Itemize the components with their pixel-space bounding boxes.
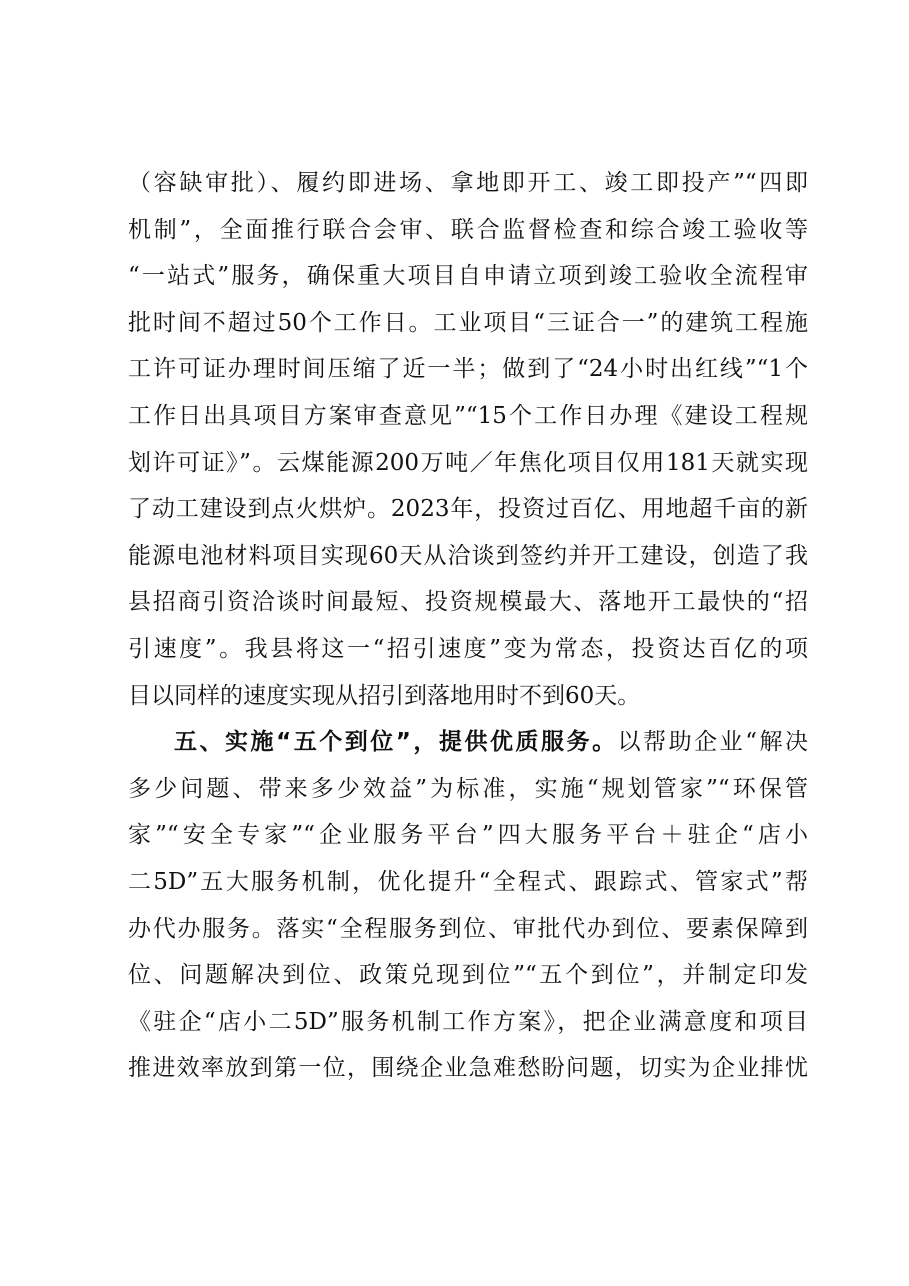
- text-line: （容缺审批）、履约即进场、拿地即开工、竣工即投产”“四即: [128, 170, 808, 196]
- text-line: 多少问题、带来多少效益”为标准，实施“规划管家”“环保管: [128, 775, 808, 802]
- text-line: 位、问题解决到位、政策兑现到位”“五个到位”，并制定印发: [128, 962, 808, 989]
- text-line: “一站式”服务，确保重大项目自申请立项到竣工验收全流程审: [128, 263, 808, 290]
- paragraph-1: [128, 160, 808, 719]
- text-line: 能源电池材料项目实现60天从洽谈到签约并开工建设，创造了我: [128, 542, 808, 569]
- text-line: 引速度”。我县将这一“招引速度”变为常态，投资达百亿的项: [128, 635, 808, 662]
- paragraph-first-line: [128, 719, 808, 766]
- text-line: 目以同样的速度实现从招引到落地用时不到60天。: [128, 682, 641, 709]
- text-line: 了动工建设到点火烘炉。2023年，投资过百亿、用地超千亩的新: [128, 496, 808, 523]
- text-line: 家”“安全专家”“企业服务平台”四大服务平台＋驻企“店小: [128, 822, 808, 849]
- text-line: 机制”，全面推行联合会审、联合监督检查和综合竣工验收等: [128, 216, 808, 243]
- text-line: 办代办服务。落实“全程服务到位、审批代办到位、要素保障到: [128, 915, 808, 942]
- section-heading: 五、实施“五个到位”，提供优质服务。: [174, 729, 618, 756]
- text-line: 县招商引资洽谈时间最短、投资规模最大、落地开工最快的“招: [128, 589, 808, 616]
- text-line: 批时间不超过50个工作日。工业项目“三证合一”的建筑工程施: [128, 309, 808, 336]
- text-line: 工许可证办理时间压缩了近一半；做到了“24小时出红线”“1个: [128, 356, 808, 383]
- text-line: 推进效率放到第一位，围绕企业急难愁盼问题，切实为企业排忧: [128, 1055, 808, 1082]
- text-line: 二5D”五大服务机制，优化提升“全程式、跟踪式、管家式”帮: [128, 868, 808, 895]
- text-line: 工作日出具项目方案审查意见”“15个工作日办理《建设工程规: [128, 402, 808, 429]
- paragraph-2: [128, 719, 808, 1092]
- body-text: [128, 160, 808, 1092]
- text-line: 《驻企“店小二5D”服务机制工作方案》，把企业满意度和项目: [128, 1008, 808, 1035]
- text-span: 以帮助企业“解决: [617, 729, 808, 756]
- text-line: 划许可证》”。云煤能源200万吨／年焦化项目仅用181天就实现: [128, 449, 808, 476]
